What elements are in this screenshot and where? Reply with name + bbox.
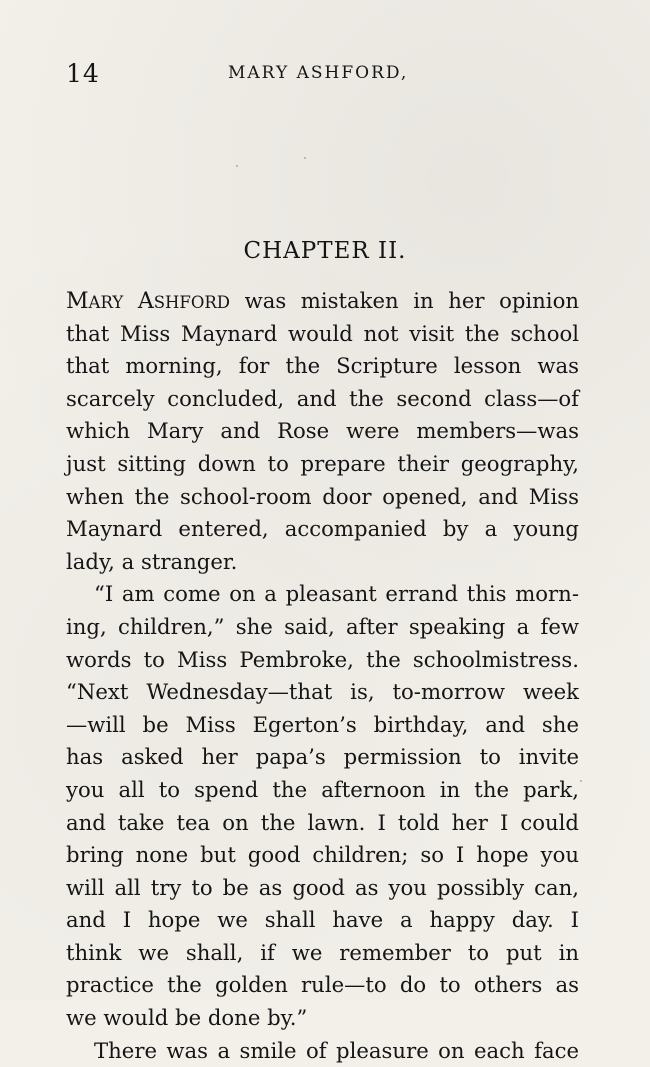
text-line-16: you all to spend the afternoon in the park, — [66, 776, 579, 802]
text-line-8: Maynard entered, accompanied by a young — [66, 516, 579, 542]
text-line-9: lady, a stranger. — [66, 548, 238, 574]
paper-speck — [304, 157, 306, 159]
paper-speck — [236, 165, 238, 167]
text-line-23: we would be done by.” — [66, 1005, 308, 1031]
text-line-13: “Next Wednesday—that is, to-morrow week — [66, 679, 579, 705]
text-line-5: which Mary and Rose were members—was — [66, 418, 579, 444]
text-line-1 — [66, 285, 579, 318]
text-line-10: “I am come on a pleasant errand this morn- — [94, 581, 579, 607]
opening-name-rest: ARY — [88, 293, 124, 312]
text-line-1-content: was mistaken in her opinion — [230, 288, 579, 313]
text-line-18: bring none but good children; so I hope you — [66, 842, 579, 868]
opening-name-initial: M — [66, 289, 89, 314]
text-line-2: that Miss Maynard would not visit the school — [66, 320, 579, 346]
text-line-14: —will be Miss Egerton’s birthday, and she — [66, 711, 579, 737]
running-title: MARY ASHFORD, — [228, 63, 409, 83]
body-text — [66, 285, 579, 1067]
chapter-heading: CHAPTER II. — [243, 238, 407, 264]
paper-speck — [580, 780, 582, 782]
text-line-12: words to Miss Pembroke, the schoolmistress. — [66, 646, 579, 672]
text-line-6: just sitting down to prepare their geography, — [66, 450, 579, 476]
text-line-7: when the school-room door opened, and Miss — [66, 483, 579, 509]
opening-surname-initial: A — [137, 289, 154, 314]
text-line-19: will all try to be as good as you possibly can, — [66, 874, 579, 900]
text-line-21: think we shall, if we remember to put in — [66, 939, 579, 965]
text-line-17: and take tea on the lawn. I told her I could — [66, 809, 579, 835]
text-line-4: scarcely concluded, and the second class—of — [66, 385, 579, 411]
text-line-15: has asked her papa’s permission to invite — [66, 744, 579, 770]
text-line-20: and I hope we shall have a happy day. I — [66, 907, 579, 933]
page-header — [66, 59, 579, 91]
opening-surname-rest: SHFORD — [153, 293, 231, 312]
text-line-22: practice the golden rule—to do to others as — [66, 972, 579, 998]
text-line-24: There was a smile of pleasure on each face — [94, 1037, 579, 1063]
page-number: 14 — [66, 59, 100, 88]
text-line-11: ing, children,” she said, after speaking a few — [66, 613, 579, 639]
text-line-3: that morning, for the Scripture lesson was — [66, 353, 579, 379]
